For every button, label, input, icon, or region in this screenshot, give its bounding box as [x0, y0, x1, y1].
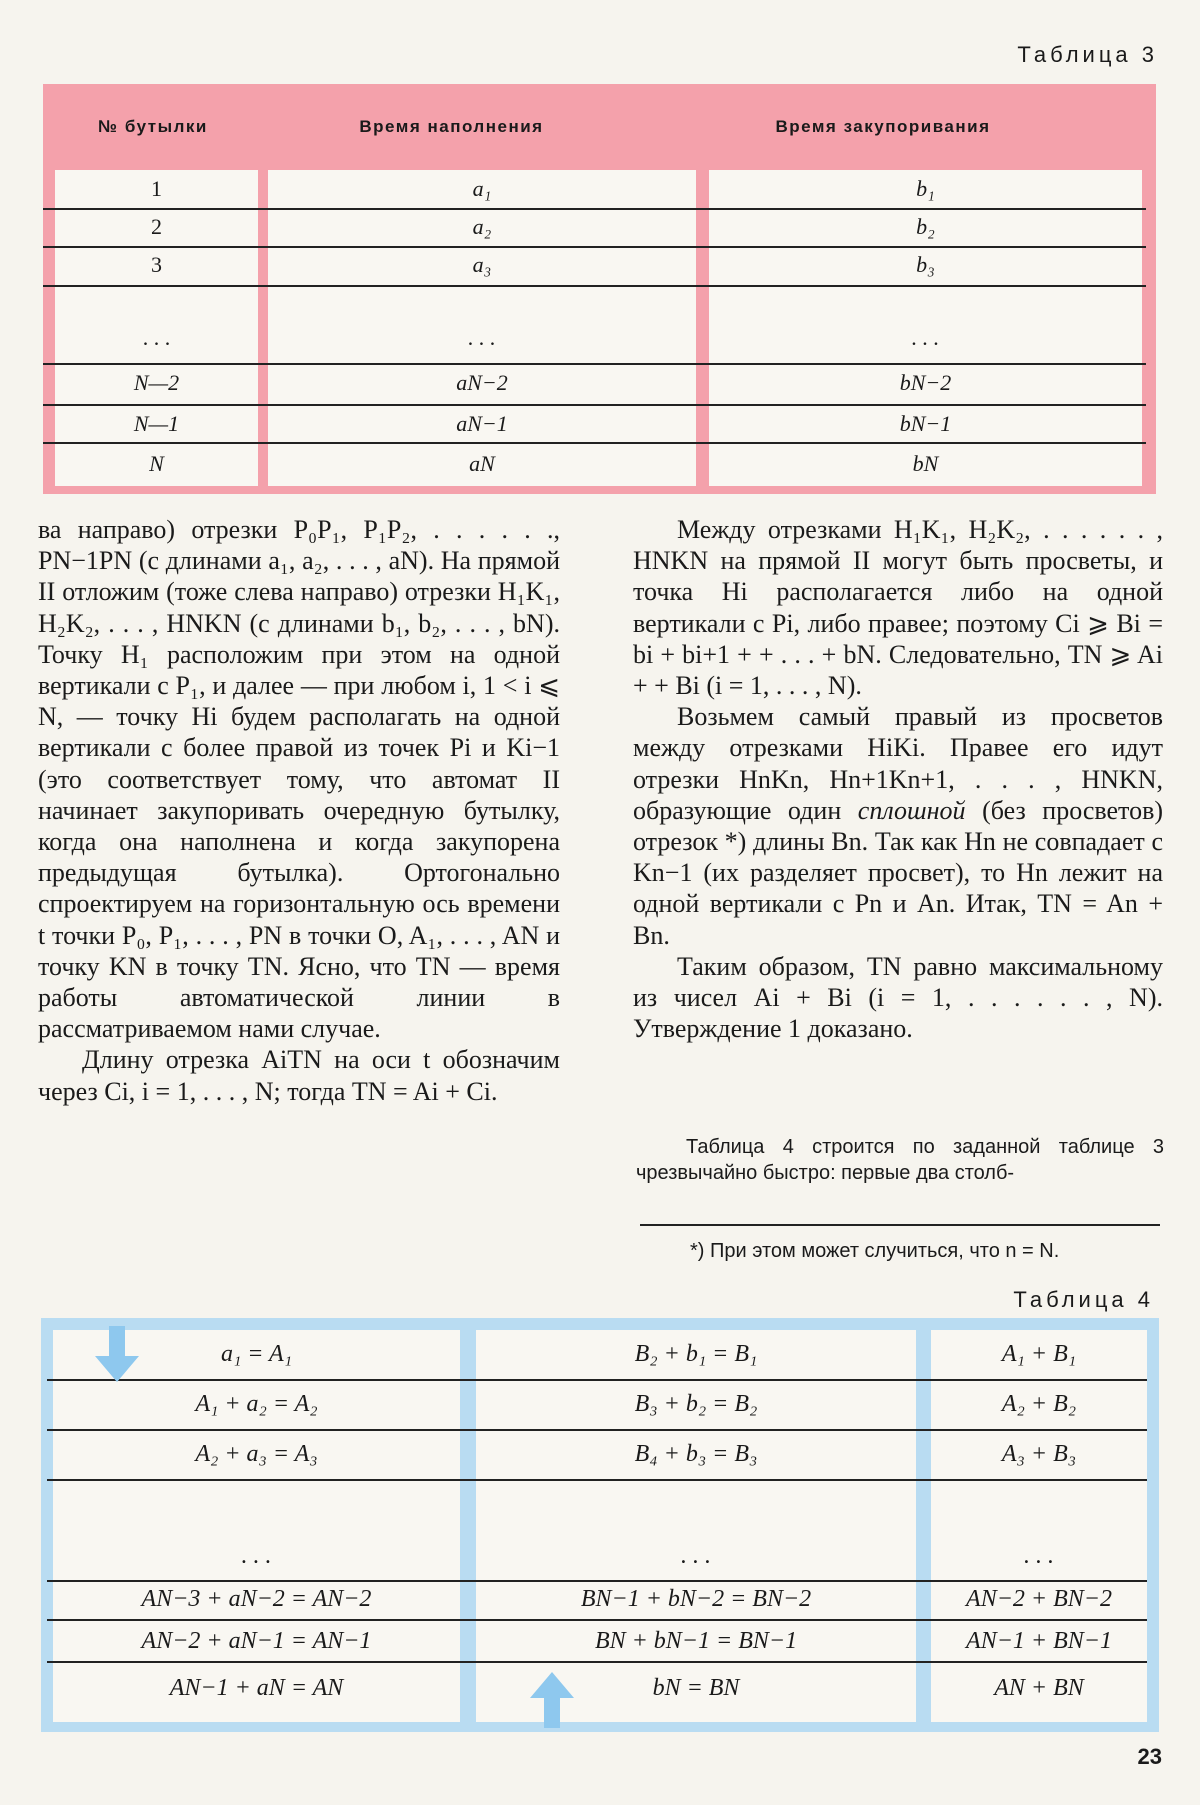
table3-header-fill-time: Время наполнения: [359, 117, 544, 136]
table3-cell-bottle: 3: [151, 252, 162, 277]
table3-row-divider: [43, 442, 1146, 444]
table4-cell-accumulated-b: B₃ + b₂ = B₂: [634, 1390, 758, 1417]
right-paragraph-2a: Возьмем самый правый из просветов между отрезками HiKi. Правее его идут отрезки HnKn, Hn+1Kn+1, . . . , HNKN, образующие один: [633, 702, 1163, 825]
page-number: 23: [1137, 1744, 1162, 1769]
table4-cell-sum: AN−2 + BN−2: [966, 1585, 1112, 1612]
table3-cell-bottle: 2: [151, 214, 162, 239]
table3-row-divider: [43, 208, 1146, 210]
table3-cell-fill: aN−1: [456, 411, 508, 436]
footnote-divider: [640, 1224, 1160, 1226]
table3-cell-cork: bN−2: [899, 370, 952, 395]
down-arrow-icon: [91, 1326, 143, 1384]
table4-cell-accumulated-b: . . .: [681, 1543, 711, 1569]
left-paragraph-1: ва направо) отрезки P₀P₁, P₁P₂, . . . . . ., PN−1PN (с длинами a₁, a₂, . . . , aN). На прямой II отложим (тоже слева направо) отрезки H₁K₁, H₂K₂, . . . , HNKN (с длинами b₁, b₂, . . . , bN). Точку H₁ расположим при этом на одной вертикали с P₁, и далее — при любом i, 1 < i ⩽ N, — точку Hi будем располагать на одной вертикали с более правой из точек Pi и Ki−1 (это соответствует тому, что автомат II начинает закупоривать очередную бутылку, когда она наполнена и когда закупорена предыдущая бутылка). Ортогонально спроектируем на горизонтальную ось времени t точки P₀, P₁, . . . , PN в точки O, A₁, . . . , AN и точку KN в точку TN. Ясно, что TN — время работы автоматической линии в рассматриваемом нами случае.: [38, 515, 560, 1044]
table3-cell-cork: b₃: [916, 252, 935, 277]
table3-cell-bottle: N: [149, 451, 164, 476]
table4-row-divider: [47, 1379, 1147, 1381]
table3-cell-bottle: N—2: [133, 370, 180, 395]
footnote: *) При этом может случиться, что n = N.: [690, 1240, 1060, 1262]
emphasis-continuous: сплошной: [857, 795, 966, 825]
table3-cell-fill: aN: [469, 451, 495, 476]
table3-caption: Таблица 3: [1017, 42, 1158, 67]
table3-cell-bottle: . . .: [142, 325, 171, 350]
table3-cell-cork: bN: [912, 451, 939, 476]
right-column-text: [633, 514, 1163, 1044]
table4-cell-accumulated-a: . . .: [241, 1543, 272, 1569]
table3-cell-cork: b₁: [916, 176, 935, 201]
table4-cell-accumulated-a: AN−3 + aN−2 = AN−2: [141, 1585, 372, 1612]
table4-cell-accumulated-b: bN = BN: [652, 1674, 740, 1701]
table3-row-divider: [43, 363, 1146, 365]
table4-cell-accumulated-a: AN−2 + aN−1 = AN−1: [141, 1627, 372, 1654]
table4-row-divider: [47, 1580, 1147, 1582]
table3-cell-fill: a₂: [472, 214, 492, 239]
right-paragraph-2b: (без просветов) отрезок *) длины Bn. Так как Hn не совпадает с Kn−1 (их разделяет просвет), то Hn лежит на одной вертикали с Pn и An. Итак, TN = An + Bn.: [633, 795, 1164, 950]
right-paragraph-1: Между отрезками H₁K₁, H₂K₂, . . . . . . , HNKN на прямой II могут быть просветы, и точка Hi располагается либо на одной вертикали с Pi, либо правее; поэтому Ci ⩾ Bi = bi + bi+1 + + . . . + bN. Следовательно, TN ⩾ Ai + + Bi (i = 1, . . . , N).: [633, 515, 1163, 701]
table4-cell-sum: A₂ + B₂: [1001, 1390, 1077, 1417]
table3-cell-cork: . . .: [911, 325, 940, 350]
table4-cell-sum: A₁ + B₁: [1001, 1340, 1077, 1367]
table3-cell-bottle: N—1: [133, 411, 180, 436]
table3-cell-fill: . . .: [468, 325, 496, 350]
table3-cell-bottle: 1: [151, 176, 162, 201]
left-paragraph-2: Длину отрезка AiTN на оси t обозначим через Ci, i = 1, . . . , N; тогда TN = Ai + Ci.: [38, 1045, 560, 1106]
table3-row-divider: [43, 404, 1146, 406]
table3-cell-fill: a₁: [472, 176, 492, 201]
table4-cell-accumulated-a: A₁ + a₂ = A₂: [195, 1390, 318, 1417]
table4-cell-accumulated-a: a₁ = A₁: [220, 1340, 293, 1367]
table4-row-divider: [47, 1661, 1147, 1663]
table3-header-cork-time: Время закупоривания: [775, 117, 991, 136]
table4-note: Таблица 4 строится по заданной таблице 3 чрезвычайно быстро: первые два столб-: [636, 1136, 1164, 1184]
table3-row-divider: [43, 246, 1146, 248]
table3-row-divider: [43, 285, 1146, 287]
table4-row-divider: [47, 1479, 1147, 1481]
table4-cell-accumulated-b: BN + bN−1 = BN−1: [594, 1627, 798, 1654]
table4-cell-accumulated-a: AN−1 + aN = AN: [169, 1674, 344, 1701]
table4: [41, 1318, 1159, 1732]
table3-cell-fill: aN−2: [456, 370, 508, 395]
left-column-text: [38, 514, 560, 1107]
table4-row-divider: [47, 1429, 1147, 1431]
up-arrow-icon: [526, 1670, 578, 1728]
table4-cell-sum: A₃ + B₃: [1001, 1440, 1077, 1467]
table4-cell-accumulated-b: BN−1 + bN−2 = BN−2: [580, 1585, 812, 1612]
table3-cell-fill: a₃: [472, 252, 492, 277]
table3-cell-cork: b₂: [916, 214, 935, 239]
right-paragraph-2: [633, 701, 1163, 951]
table4-cell-sum: . . .: [1024, 1543, 1054, 1569]
table4-caption: Таблица 4: [1013, 1287, 1154, 1312]
table3-cell-cork: bN−1: [899, 411, 952, 436]
table4-cell-accumulated-a: A₂ + a₃ = A₃: [195, 1440, 318, 1467]
table4-cell-accumulated-b: B₄ + b₃ = B₃: [634, 1440, 758, 1467]
table4-cell-sum: AN−1 + BN−1: [966, 1627, 1112, 1654]
table3-header-bottle: № бутылки: [98, 117, 208, 136]
table4-cell-sum: AN + BN: [994, 1674, 1084, 1701]
table4-row-divider: [47, 1619, 1147, 1621]
table4-cell-accumulated-b: B₂ + b₁ = B₁: [634, 1340, 758, 1367]
table3: [43, 84, 1156, 494]
right-paragraph-3: Таким образом, TN равно максимальному из чисел Ai + Bi (i = 1, . . . . . . , N). Утверждение 1 доказано.: [633, 951, 1163, 1044]
